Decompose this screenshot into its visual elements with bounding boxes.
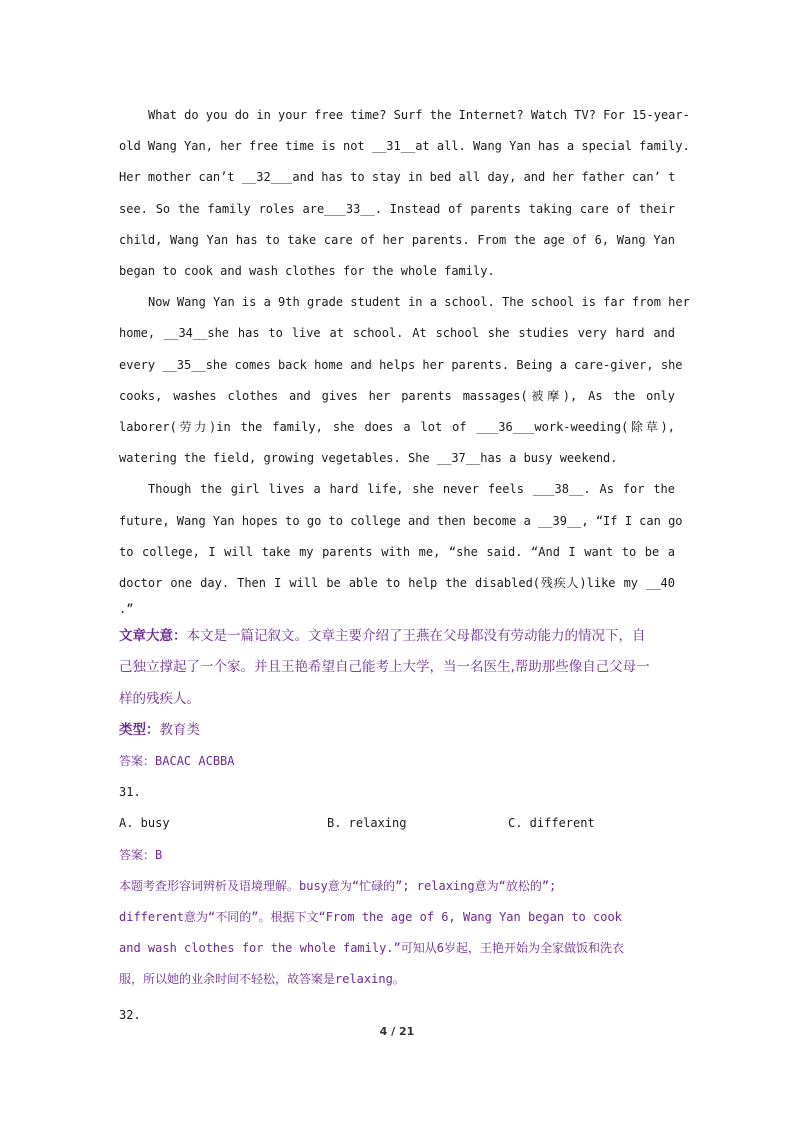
explanation-line: 服，所以她的业余时间不轻松，故答案是relaxing。	[119, 972, 405, 987]
option-a: A. busy	[119, 816, 170, 831]
summary-label: 文章大意：	[119, 628, 187, 645]
answer-label: 答案：	[119, 847, 156, 862]
answers-line	[119, 746, 675, 777]
question-number: 31.	[119, 785, 141, 800]
type-line	[119, 715, 675, 746]
page-number: 4 / 21	[379, 1025, 415, 1038]
answer-value: B	[155, 847, 163, 862]
summary-section	[119, 621, 675, 715]
type-label: 类型：	[119, 721, 160, 738]
text-line: Her mother can’t __32___and has to stay in bed all day, and her father can’ t	[119, 170, 676, 185]
text-line: child, Wang Yan has to take care of her parents. From the age of 6, Wang Yan	[119, 232, 675, 247]
question-options	[119, 808, 675, 839]
answers-value: BACAC ACBBA	[155, 754, 235, 769]
question-explanation	[119, 871, 675, 996]
text-line: doctor one day. Then I will be able to help the disabled(残疾人)like my __40	[119, 576, 675, 591]
summary-text: 本文是一篇记叙文。文章主要介绍了王燕在父母都没有劳动能力的情况下，自	[186, 628, 646, 645]
text-line: every __35__she comes back home and helps her parents. Being a care-giver, she	[119, 357, 683, 372]
text-line: old Wang Yan, her free time is not __31__at all. Wang Yan has a special family.	[119, 139, 690, 154]
text-line: Now Wang Yan is a 9th grade student in a school. The school is far from her	[148, 295, 690, 310]
question-answer	[119, 840, 675, 871]
passage-paragraph-2	[119, 287, 690, 474]
text-line: to college, I will take my parents with me, “she said. “And I want to be a	[119, 544, 675, 559]
text-line: see. So the family roles are___33__. Instead of parents taking care of their	[119, 201, 675, 216]
text-line: laborer(劳力)in the family, she does a lot of ___36___work-weeding(除草),	[119, 420, 675, 435]
explanation-line: and wash clothes for the whole family.”可知从6岁起，王艳开始为全家做饭和洗衣	[119, 941, 624, 956]
text-line: .”	[119, 602, 134, 617]
text-line: future, Wang Yan hopes to go to college and then become a __39__, “If I can go	[119, 513, 683, 528]
option-c: C. different	[508, 816, 595, 831]
summary-line: 己独立撑起了一个家。并且王艳希望自己能考上大学，当一名医生,帮助那些像自己父母一	[119, 659, 650, 676]
text-line: began to cook and wash clothes for the whole family.	[119, 264, 495, 279]
answers-label: 答案：	[119, 754, 156, 769]
text-line: What do you do in your free time? Surf the Internet? Watch TV? For 15-year-	[148, 108, 690, 122]
summary-line: 样的残疾人。	[119, 690, 200, 707]
type-value: 教育类	[159, 721, 200, 738]
text-line: Though the girl lives a hard life, she never feels ___38__. As for the	[148, 482, 675, 497]
passage-paragraph-1	[119, 100, 690, 287]
text-line: cooks, washes clothes and gives her parents massages(被摩), As the only	[119, 388, 675, 403]
document-page	[119, 100, 690, 1031]
option-b: B. relaxing	[327, 816, 407, 831]
text-line: watering the field, growing vegetables. She __37__has a busy weekend.	[119, 451, 618, 466]
passage-paragraph-3	[119, 474, 683, 619]
text-line: home, __34__she has to live at school. At school she studies very hard and	[119, 326, 675, 341]
summary-line	[119, 621, 675, 652]
question-number: 32.	[119, 1007, 141, 1022]
explanation-line: 本题考查形容词辨析及语境理解。busy意为“忙碌的”; relaxing意为“放松的”;	[119, 878, 557, 893]
explanation-line: different意为“不同的”。根据下文“From the age of 6, Wang Yan began to cook	[119, 910, 622, 925]
